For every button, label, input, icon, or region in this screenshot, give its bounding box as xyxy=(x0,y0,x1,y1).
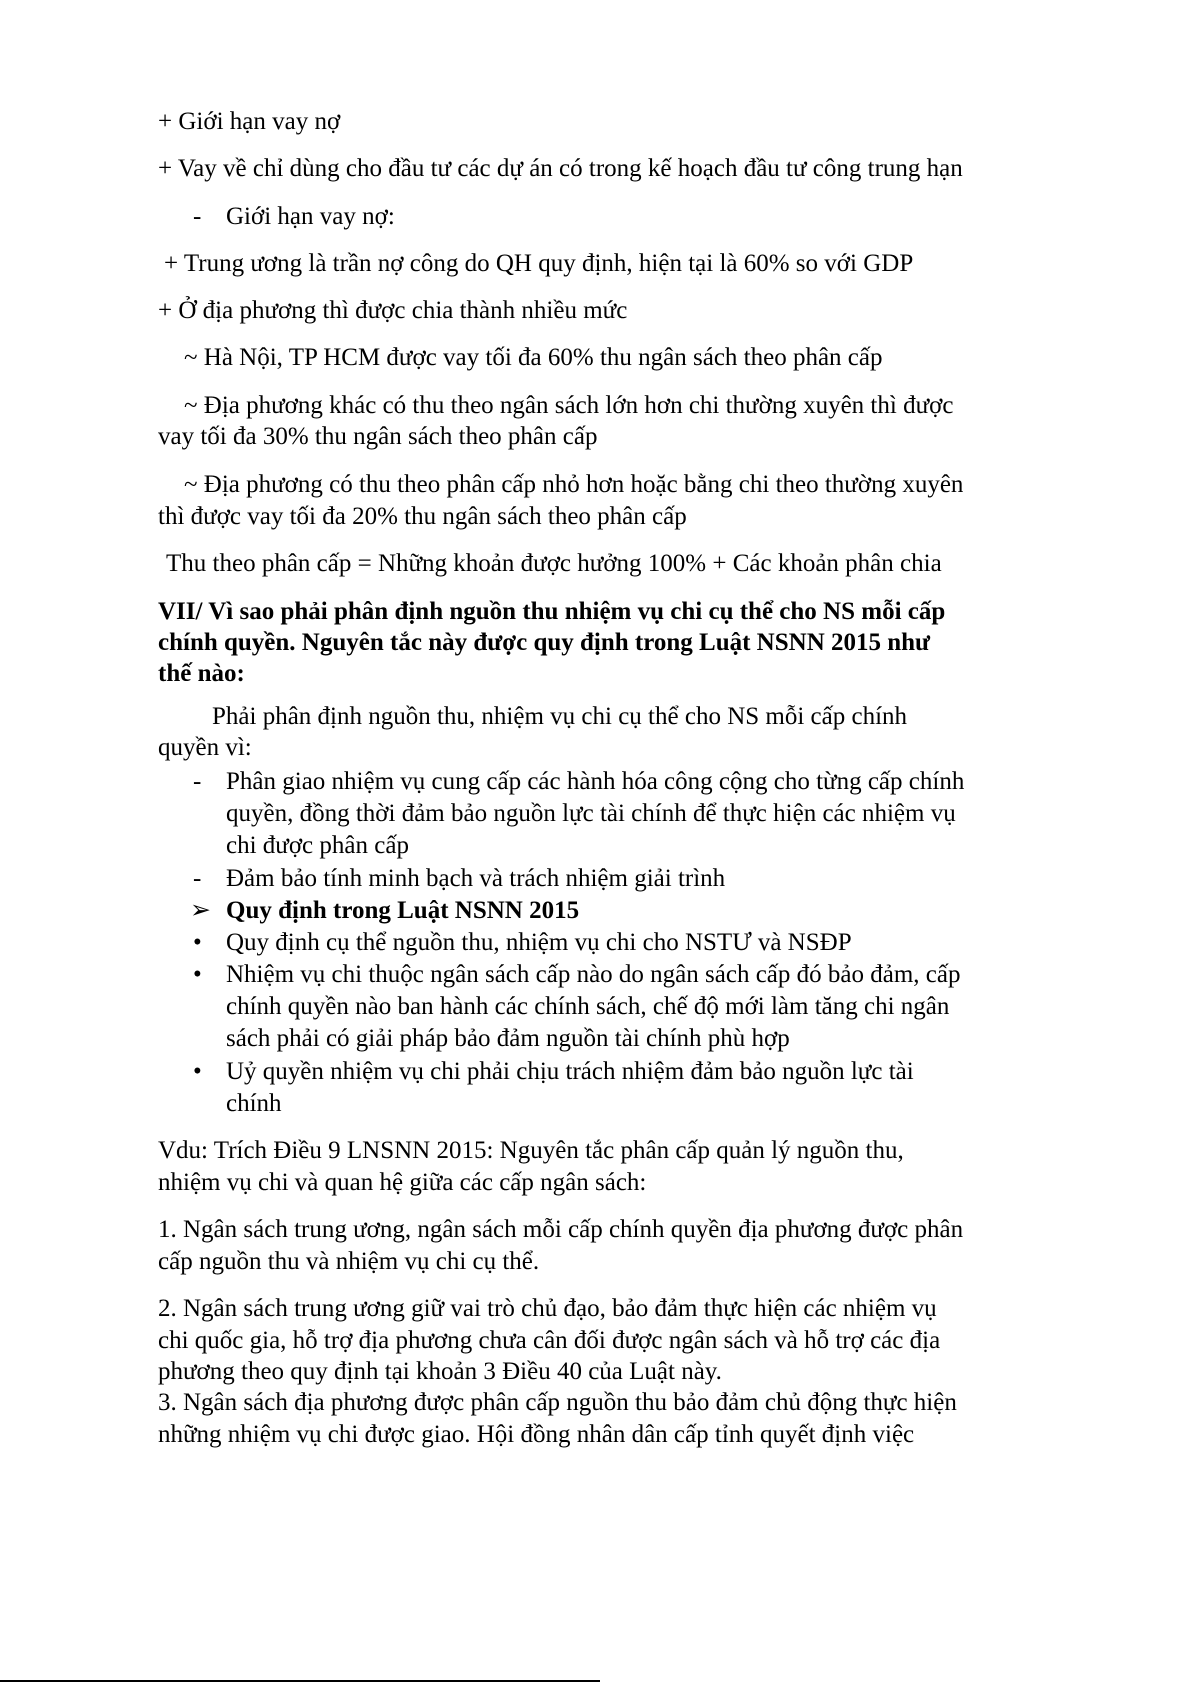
text-line: + Trung ương là trần nợ công do QH quy định, hiện tại là 60% so với GDP xyxy=(164,250,914,277)
section-heading: chính quyền. Nguyên tắc này được quy định trong Luật NSNN 2015 như xyxy=(158,629,931,656)
dash-marker: - xyxy=(193,768,202,795)
text-line: vay tối đa 30% thu ngân sách theo phân cấp xyxy=(158,423,598,450)
dash-marker: - xyxy=(193,865,202,892)
text-line: ~ Địa phương có thu theo phân cấp nhỏ hơn hoặc bằng chi theo thường xuyên xyxy=(184,471,964,498)
text-line: Thu theo phân cấp = Những khoản được hưởng 100% + Các khoản phân chia xyxy=(166,550,942,577)
text-line: ~ Địa phương khác có thu theo ngân sách lớn hơn chi thường xuyên thì được xyxy=(184,392,954,419)
text-line: Vdu: Trích Điều 9 LNSNN 2015: Nguyên tắc phân cấp quản lý nguồn thu, xyxy=(158,1137,904,1164)
list-item: Phân giao nhiệm vụ cung cấp các hành hóa công cộng cho từng cấp chính xyxy=(226,768,965,795)
list-item: Nhiệm vụ chi thuộc ngân sách cấp nào do ngân sách cấp đó bảo đảm, cấp xyxy=(226,961,961,988)
clause-text: những nhiệm vụ chi được giao. Hội đồng nhân dân cấp tỉnh quyết định việc xyxy=(158,1421,915,1448)
list-item: sách phải có giải pháp bảo đảm nguồn tài chính phù hợp xyxy=(226,1025,790,1052)
list-item: Uỷ quyền nhiệm vụ chi phải chịu trách nhiệm đảm bảo nguồn lực tài xyxy=(226,1058,914,1085)
clause-text: cấp nguồn thu và nhiệm vụ chi cụ thể. xyxy=(158,1248,540,1275)
bullet-marker: • xyxy=(193,961,202,988)
arrow-bullet-icon: ➢ xyxy=(190,897,211,924)
clause-text: phương theo quy định tại khoản 3 Điều 40 của Luật này. xyxy=(158,1358,722,1385)
text-line: Phải phân định nguồn thu, nhiệm vụ chi cụ thể cho NS mỗi cấp chính xyxy=(212,703,908,730)
dash-marker: - xyxy=(193,203,202,230)
section-heading: VII/ Vì sao phải phân định nguồn thu nhiệm vụ chi cụ thể cho NS mỗi cấp xyxy=(158,598,946,625)
text-line: ~ Hà Nội, TP HCM được vay tối đa 60% thu ngân sách theo phân cấp xyxy=(184,344,883,371)
clause-text: 3. Ngân sách địa phương được phân cấp nguồn thu bảo đảm chủ động thực hiện xyxy=(158,1389,957,1416)
text-line: nhiệm vụ chi và quan hệ giữa các cấp ngân sách: xyxy=(158,1169,647,1196)
page-divider xyxy=(0,1680,600,1682)
subheading: Quy định trong Luật NSNN 2015 xyxy=(226,897,580,924)
text-line: quyền vì: xyxy=(158,734,252,761)
list-item: Quy định cụ thể nguồn thu, nhiệm vụ chi cho NSTƯ và NSĐP xyxy=(226,929,852,956)
clause-text: 1. Ngân sách trung ương, ngân sách mỗi cấp chính quyền địa phương được phân xyxy=(158,1216,964,1243)
section-heading: thế nào: xyxy=(158,660,245,687)
text-line: Giới hạn vay nợ: xyxy=(226,203,395,230)
text-line: + Giới hạn vay nợ xyxy=(158,108,341,135)
list-item: quyền, đồng thời đảm bảo nguồn lực tài chính để thực hiện các nhiệm vụ xyxy=(226,800,956,827)
text-line: + Ở địa phương thì được chia thành nhiều mức xyxy=(158,297,628,324)
list-item: Đảm bảo tính minh bạch và trách nhiệm giải trình xyxy=(226,865,726,892)
bullet-marker: • xyxy=(193,929,202,956)
list-item: chính xyxy=(226,1090,282,1117)
text-line: + Vay về chỉ dùng cho đầu tư các dự án có trong kế hoạch đầu tư công trung hạn xyxy=(158,155,963,182)
list-item: chính quyền nào ban hành các chính sách, chế độ mới làm tăng chi ngân xyxy=(226,993,950,1020)
list-item: chi được phân cấp xyxy=(226,832,409,859)
clause-text: chi quốc gia, hỗ trợ địa phương chưa cân đối được ngân sách và hỗ trợ các địa xyxy=(158,1327,941,1354)
clause-text: 2. Ngân sách trung ương giữ vai trò chủ đạo, bảo đảm thực hiện các nhiệm vụ xyxy=(158,1295,937,1322)
text-line: thì được vay tối đa 20% thu ngân sách theo phân cấp xyxy=(158,503,687,530)
bullet-marker: • xyxy=(193,1058,202,1085)
